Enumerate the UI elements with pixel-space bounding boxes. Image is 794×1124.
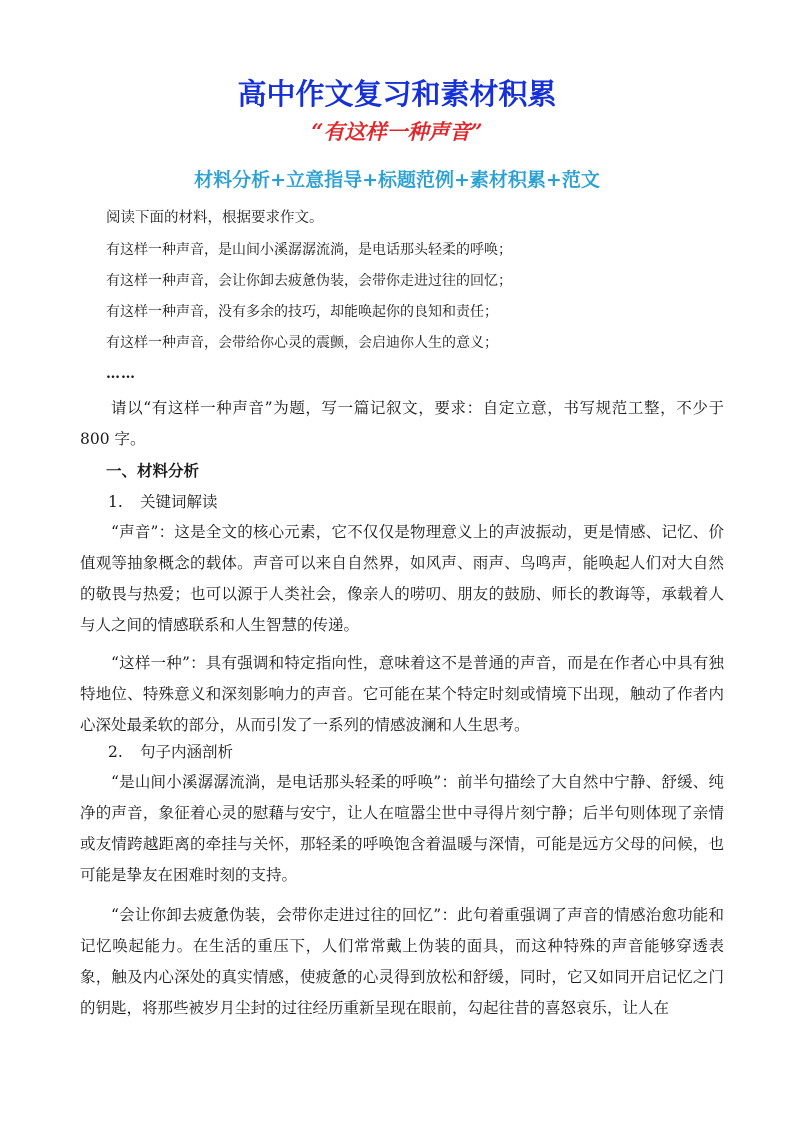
page-title: 高中作文复习和素材积累 xyxy=(237,77,557,111)
prompt-line: 有这样一种声音，会带给你心灵的震颤，会启迪你人生的意义； xyxy=(106,335,498,351)
page-subheading: 材料分析+立意指导+标题范例+素材积累+范文 xyxy=(194,169,600,191)
section-heading: 一、材料分析 xyxy=(106,462,200,480)
body-paragraph: “是山间小溪潺潺流淌，是电话那头轻柔的呼唤”：前半句描绘了大自然中宁静、舒缓、纯净的声音，象征着心灵的慰藉与安宁，让人在喧嚣尘世中寻得片刻宁静；后半句则体现了亲情或友情跨越距离的牵挂与关怀，那轻柔的呼唤饱含着温暖与深情，可能是远方父母的问候，也可能是挚友在困难时刻的支持。 xyxy=(80,773,724,884)
prompt-line: 有这样一种声音，是山间小溪潺潺流淌，是电话那头轻柔的呼唤； xyxy=(106,242,512,258)
subsection-title: 句子内涵剖析 xyxy=(140,743,234,761)
subsection-number: 1. xyxy=(108,493,123,511)
body-paragraph: “会让你卸去疲惫伪装，会带你走进过往的回忆”：此句着重强调了声音的情感治愈功能和记忆唤起能力。在生活的重压下，人们常常戴上伪装的面具，而这种特殊的声音能够穿透表象，触及内心深处的真实情感，使疲惫的心灵得到放松和舒缓，同时，它又如同开启记忆之门的钥匙，将那些被岁月尘封的过往经历重新呈现在眼前，勾起往昔的喜怒哀乐，让人在 xyxy=(80,906,724,1017)
prompt-line: 有这样一种声音，会让你卸去疲惫伪装，会带你走进过往的回忆； xyxy=(106,273,512,289)
subsection-heading xyxy=(108,741,233,763)
prompt-ellipsis: …… xyxy=(106,366,136,382)
prompt-line: 有这样一种声音，没有多余的技巧，却能唤起你的良知和责任； xyxy=(106,304,498,320)
body-paragraph: “这样一种”：具有强调和特定指向性，意味着这不是普通的声音，而是在作者心中具有独特地位、特殊意义和深刻影响力的声音。它可能在某个特定时刻或情境下出现，触动了作者内心深处最柔软的部分，从而引发了一系列的情感波澜和人生思考。 xyxy=(80,654,724,734)
prompt-intro: 阅读下面的材料，根据要求作文。 xyxy=(106,210,324,226)
subsection-heading xyxy=(108,491,218,513)
subsection-title: 关键词解读 xyxy=(140,493,218,511)
page-subtitle: “有这样一种声音” xyxy=(311,119,483,144)
body-paragraph: “声音”：这是全文的核心元素，它不仅仅是物理意义上的声波振动，更是情感、记忆、价值观等抽象概念的载体。声音可以来自自然界，如风声、雨声、鸟鸣声，能唤起人们对大自然的敬畏与热爱；也可以源于人类社会，像亲人的唠叨、朋友的鼓励、师长的教诲等，承载着人与人之间的情感联系和人生智慧的传递。 xyxy=(80,523,724,634)
prompt-requirement: 请以“有这样一种声音”为题，写一篇记叙文，要求：自定立意，书写规范工整，不少于 800 字。 xyxy=(80,399,724,448)
subsection-number: 2. xyxy=(108,743,123,761)
